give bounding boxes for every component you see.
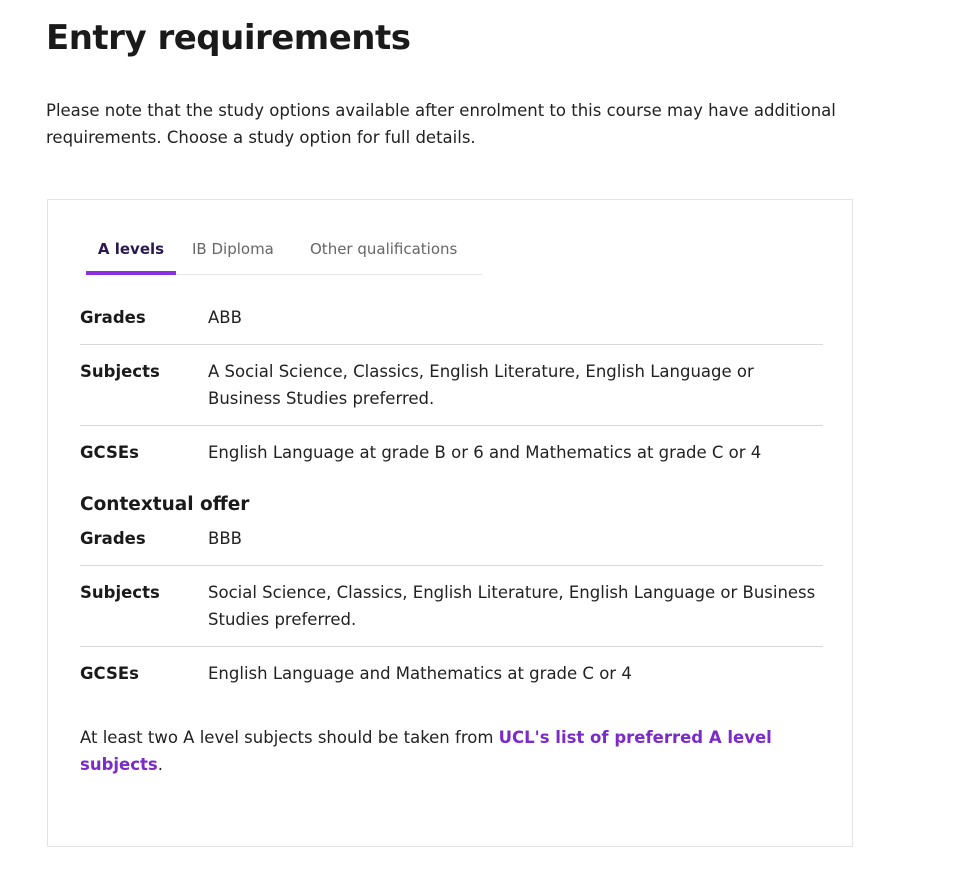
table-row [80,304,823,345]
requirements-card [47,199,853,847]
footnote [80,724,823,778]
table-row [80,345,823,426]
row-label: Grades [80,308,146,327]
row-label: Subjects [80,362,160,381]
table-row [80,647,823,700]
row-value: Social Science, Classics, English Literature, English Language or Business Studies preferred. [208,583,816,629]
contextual-offer-heading: Contextual offer [80,494,250,515]
contextual-offer-table [80,525,823,700]
row-label: GCSEs [80,443,139,462]
tab-a-levels[interactable]: A levels [86,228,176,274]
tab-ib-diploma[interactable]: IB Diploma [192,240,274,258]
tab-panel-a-levels [80,304,823,778]
row-label: GCSEs [80,664,139,683]
table-row [80,525,823,566]
table-row [80,566,823,647]
row-value: ABB [208,308,242,327]
intro-text: Please note that the study options available after enrolment to this course may have additional requirements. Choose a study option for full details. [46,101,836,147]
row-value: BBB [208,529,242,548]
preferred-subjects-link[interactable]: UCL's list of preferred A level subjects [80,728,772,774]
table-row [80,426,823,479]
standard-offer-table [80,304,823,479]
row-label: Subjects [80,583,160,602]
row-value: A Social Science, Classics, English Literature, English Language or Business Studies preferred. [208,362,754,408]
row-label: Grades [80,529,146,548]
footnote-text: At least two A level subjects should be taken from [80,728,499,747]
row-value: English Language and Mathematics at grade C or 4 [208,664,632,683]
page-title: Entry requirements [46,18,411,58]
row-value: English Language at grade B or 6 and Mathematics at grade C or 4 [208,443,762,462]
footnote-text-end: . [157,755,163,774]
qualification-tabs [86,228,482,275]
tab-other-qualifications[interactable]: Other qualifications [310,240,458,258]
